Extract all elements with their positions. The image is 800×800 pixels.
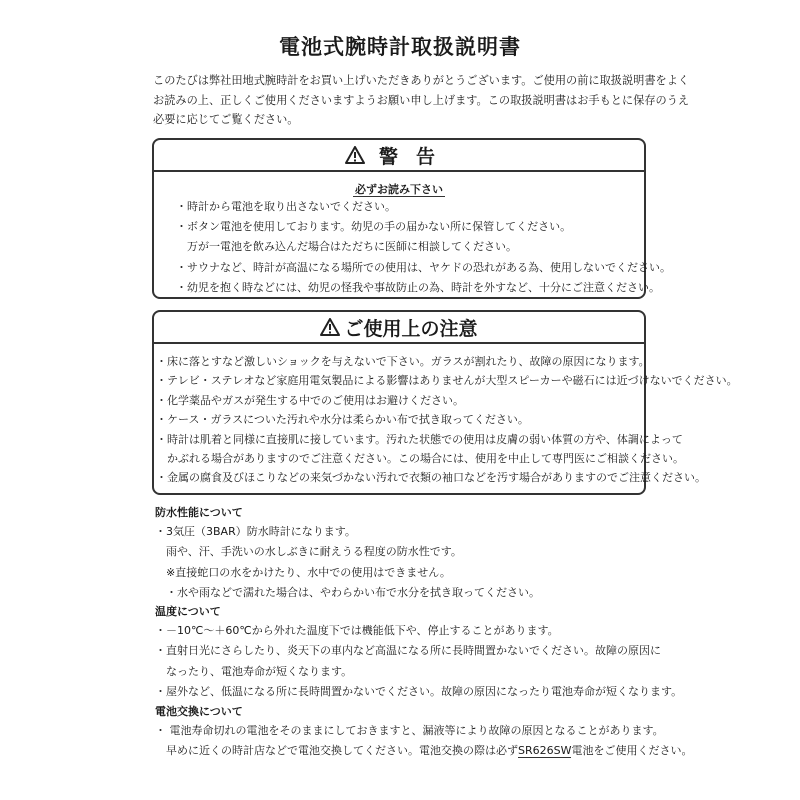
list-item: ・化学薬品やガスが発生する中でのご使用はお避けください。 xyxy=(156,393,464,407)
list-item: ・ボタン電池を使用しております。幼児の手の届かない所に保管してください。 xyxy=(176,220,572,234)
list-item: ・ケース・ガラスについた汚れや水分は柔らかい布で拭き取ってください。 xyxy=(156,413,529,427)
battery-text: 電池をご使用ください。 xyxy=(571,744,693,758)
battery-model: SR626SW xyxy=(518,744,572,758)
caution-box xyxy=(152,310,738,495)
battery-section xyxy=(155,702,693,762)
list-item: ・テレビ・ステレオなど家庭用電気製品による影響はありませんが大型スピーカーや磁石には近づけないでください。 xyxy=(156,374,738,388)
list-item: ・幼児を抱く時などには、幼児の怪我や事故防止の為、時計を外すなど、十分にご注意ください。 xyxy=(176,280,660,294)
warning-header xyxy=(154,140,644,172)
list-item: かぶれる場合がありますのでご注意ください。この場合には、使用を中止して専門医にご相談ください。 xyxy=(156,452,684,466)
intro-text xyxy=(153,71,753,130)
list-item: ※直接蛇口の水をかけたり、水中での使用はできません。 xyxy=(155,565,451,579)
caution-list xyxy=(156,352,738,488)
list-item: なったり、電池寿命が短くなります。 xyxy=(155,664,353,678)
page-title: 電池式腕時計取扱説明書 xyxy=(279,35,521,59)
list-item: ・直射日光にさらしたり、炎天下の車内など高温になる所に長時間置かないでください。故障の原因に xyxy=(155,644,661,658)
list-item: ・時計は肌着と同様に直接肌に接しています。汚れた状態での使用は皮膚の弱い体質の方や、体調によって xyxy=(156,432,683,446)
warning-list xyxy=(176,197,671,298)
warning-subtitle: 必ずお読み下さい xyxy=(355,183,443,196)
warning-box xyxy=(152,138,671,299)
list-item: ・屋外など、低温になる所に長時間置かないでください。故障の原因になったり電池寿命が短くなります。 xyxy=(155,684,683,698)
warning-triangle-icon xyxy=(345,146,365,164)
caution-header xyxy=(154,312,644,344)
intro-line: お読みの上、正しくご使用くださいますようお願い申し上げます。この取扱説明書はお手もとに保存のうえ xyxy=(153,93,690,107)
list-item: ・時計から電池を取り出さないでください。 xyxy=(176,200,396,213)
warning-title: 警告 xyxy=(378,145,453,168)
list-item xyxy=(155,741,693,761)
intro-line: 必要に応じてご覧ください。 xyxy=(153,113,299,126)
temperature-section xyxy=(155,602,683,702)
list-item: ・－10℃～＋60℃から外れた温度下では機能低下や、停止することがあります。 xyxy=(155,624,559,637)
list-item: ・金属の腐食及びほこりなどの来気づかない汚れで衣類の袖口などを汚す場合がありますのでご注意ください。 xyxy=(156,471,706,485)
list-item: ・ 電池寿命切れの電池をそのままにしておきますと、漏液等により故障の原因となることがあります。 xyxy=(155,724,664,737)
list-item: ・床に落とすなど激しいショックを与えないで下さい。ガラスが割れたり、故障の原因になります。 xyxy=(156,355,650,368)
warning-triangle-icon xyxy=(320,318,340,336)
list-item: 万が一電池を飲み込んだ場合はただちに医師に相談してください。 xyxy=(176,240,517,254)
list-item: ・サウナなど、時計が高温になる場所での使用は、ヤケドの恐れがある為、使用しないでください。 xyxy=(176,260,671,274)
list-item: ・3気圧（3BAR）防水時計になります。 xyxy=(155,525,356,538)
section-title: 防水性能について xyxy=(155,506,243,519)
section-title: 温度について xyxy=(155,605,221,618)
section-title: 電池交換について xyxy=(155,705,243,718)
intro-line: このたびは弊社田地式腕時計をお買い上げいただきありがとうございます。ご使用の前に取扱説明書をよく xyxy=(153,74,690,87)
list-item: ・水や雨などで濡れた場合は、やわらかい布で水分を拭き取ってください。 xyxy=(155,585,540,599)
caution-title: ご使用上の注意 xyxy=(344,317,478,340)
list-item: 雨や、汗、手洗いの水しぶきに耐えうる程度の防水性です。 xyxy=(155,545,462,559)
waterproof-section xyxy=(155,503,655,603)
battery-text: 早めに近くの時計店などで電池交換してください。電池交換の際は必ず xyxy=(155,744,518,758)
